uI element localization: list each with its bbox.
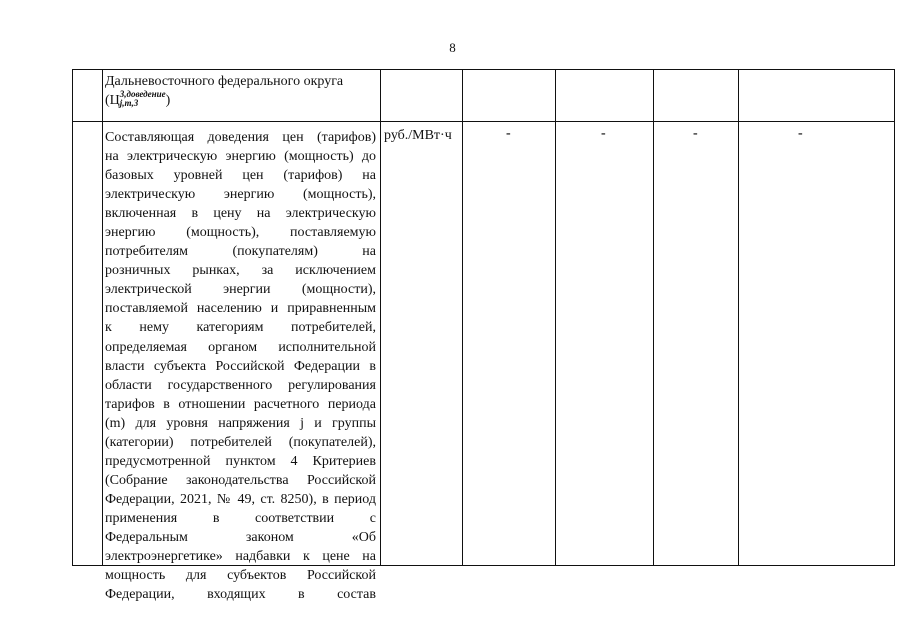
row-divider: [72, 121, 895, 122]
description-line: применения в соответствии с: [105, 510, 376, 526]
header-cell: [105, 73, 376, 110]
table-border-left: [72, 69, 73, 565]
value-cell-1: -: [506, 126, 511, 141]
column-divider: [738, 69, 739, 565]
description-line: мощность для субъектов Российской: [105, 568, 376, 584]
column-divider: [462, 69, 463, 565]
column-divider: [653, 69, 654, 565]
description-line: (m) для уровня напряжения j и группы: [105, 415, 376, 431]
table-border-top: [72, 69, 895, 70]
description-line: электроэнергетике» надбавки к цене на: [105, 549, 376, 565]
description-line: энергию (мощность), поставляемую: [105, 225, 376, 241]
value-cell-3: -: [693, 126, 698, 141]
column-divider: [555, 69, 556, 565]
description-line: базовых уровней цен (тарифов) на: [105, 168, 376, 184]
formula-close: ): [165, 93, 171, 109]
description-line: (категории) потребителей (покупателей),: [105, 434, 376, 450]
description-line: включенная в цену на электрическую: [105, 206, 376, 222]
unit-cell: руб./МВт·ч: [384, 128, 452, 143]
description-line: электрической энергии (мощности),: [105, 282, 376, 298]
formula-label: [105, 89, 171, 109]
description-line: тарифов в отношении расчетного периода: [105, 396, 376, 412]
description-line: предусмотренной пунктом 4 Критериев: [105, 453, 376, 469]
description-line: Составляющая доведения цен (тарифов): [105, 130, 376, 145]
column-divider: [102, 69, 103, 565]
formula-symbol: (Ц: [105, 93, 120, 109]
description-line: Федеральным законом «Об: [105, 529, 376, 545]
page-number: 8: [449, 40, 456, 55]
description-line: электрическую энергию (мощность),: [105, 187, 376, 203]
description-line: на электрическую энергию (мощность) до: [105, 149, 376, 165]
description-line: розничных рынках, за исключением: [105, 263, 376, 279]
description-cell: [105, 128, 376, 604]
formula-indices: [120, 90, 166, 108]
description-line: к нему категориям потребителей,: [105, 320, 376, 336]
description-line: Федерации, входящих в состав: [105, 587, 376, 603]
description-line: власти субъекта Российской Федерации в: [105, 358, 376, 374]
header-line: Дальневосточного федерального округа: [105, 74, 344, 89]
description-line: области государственного регулирования: [105, 377, 376, 393]
description-line: Федерации, 2021, № 49, ст. 8250), в период: [105, 491, 376, 507]
description-line: (Собрание законодательства Российской: [105, 472, 376, 488]
formula-superscript: 3,доведение: [119, 89, 166, 100]
value-cell-2: -: [601, 126, 606, 141]
formula-subscript: j,m,3: [119, 98, 139, 109]
description-line: поставляемой населению и приравненным: [105, 301, 376, 317]
table-border-right: [894, 69, 895, 565]
description-line: потребителям (покупателям) на: [105, 244, 376, 260]
description-line: определяемая органом исполнительной: [105, 339, 376, 355]
value-cell-4: -: [798, 126, 803, 141]
column-divider: [380, 69, 381, 565]
